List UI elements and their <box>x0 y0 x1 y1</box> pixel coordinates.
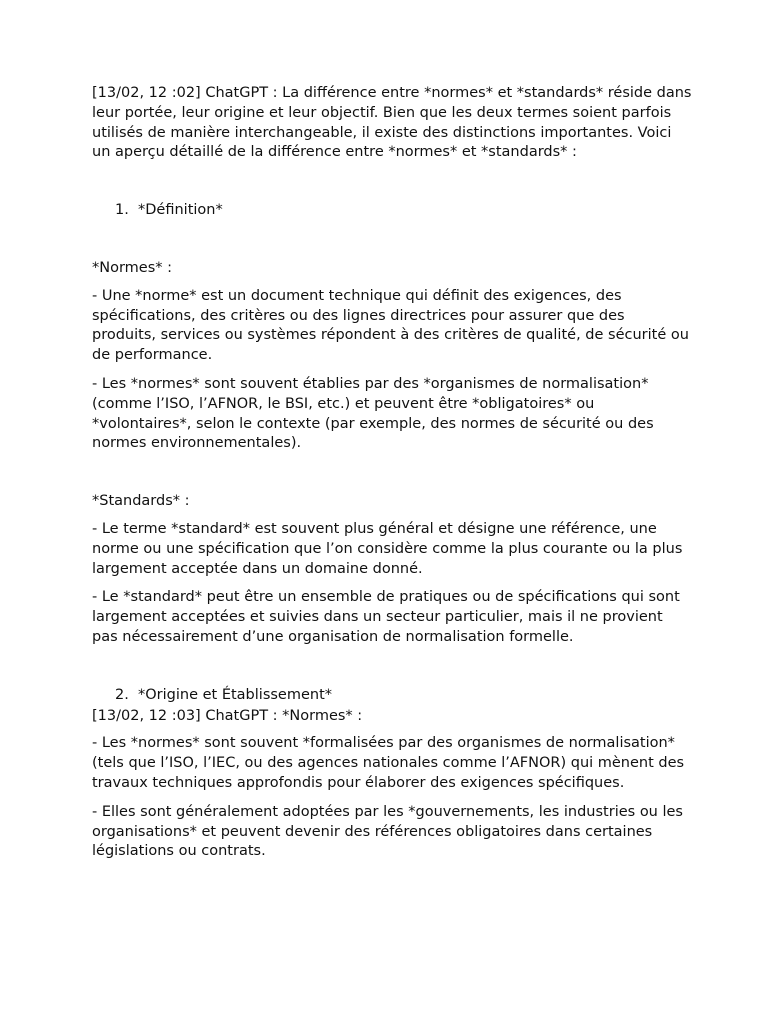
standards-paragraph-1: - Le terme *standard* est souvent plus général et désigne une référence, une norme ou une spécification que l’on considère comme la plus courante ou la plus largement acceptée dans un domaine donné. <box>92 520 683 577</box>
normes-paragraph-2: - Les *normes* sont souvent établies par des *organismes de normalisation* (comme l’ISO, l’AFNOR, le BSI, etc.) et peuvent être *obligatoires* ou *volontaires*, selon le contexte (par exemple, des normes de sécurité ou des normes environnementales). <box>92 375 654 452</box>
document-page <box>92 84 692 871</box>
section-number: 1. <box>115 202 129 219</box>
section-title: *Origine et Établissement* <box>138 686 333 703</box>
standards-heading: *Standards* : <box>92 493 190 510</box>
origine-normes-heading: [13/02, 12 :03] ChatGPT : *Normes* : <box>92 707 363 724</box>
normes-paragraph-1: - Une *norme* est un document technique qui définit des exigences, des spécifications, des critères ou des lignes directrices pour assurer que des produits, services ou systèmes répondent à des critères de qualité, de sécurité ou de performance. <box>92 287 689 364</box>
section-heading-origine <box>92 686 692 706</box>
standards-paragraph-2: - Le *standard* peut être un ensemble de pratiques ou de spécifications qui sont largement acceptées et suivies dans un secteur particulier, mais il ne provient pas nécessairement d’une organisation de normalisation formelle. <box>92 589 680 645</box>
section-heading-definition <box>92 201 692 221</box>
normes-heading: *Normes* : <box>92 259 173 276</box>
section-title: *Définition* <box>138 202 223 219</box>
origine-paragraph-2: - Elles sont généralement adoptées par les *gouvernements, les industries ou les organisations* et peuvent devenir des références obligatoires dans certaines législations ou contrats. <box>92 803 683 860</box>
intro-paragraph: [13/02, 12 :02] ChatGPT : La différence entre *normes* et *standards* réside dans leur portée, leur origine et leur objectif. Bien que les deux termes soient parfois utilisés de manière interchangeable, il existe des distinctions importantes. Voici un aperçu détaillé de la différence entre *normes* et *standards* : <box>92 85 692 161</box>
section-number: 2. <box>115 686 129 703</box>
origine-paragraph-1: - Les *normes* sont souvent *formalisées par des organismes de normalisation* (tels que l’ISO, l’IEC, ou des agences nationales comme l’AFNOR) qui mènent des travaux techniques approfondis pour élaborer des exigences spécifiques. <box>92 735 685 791</box>
